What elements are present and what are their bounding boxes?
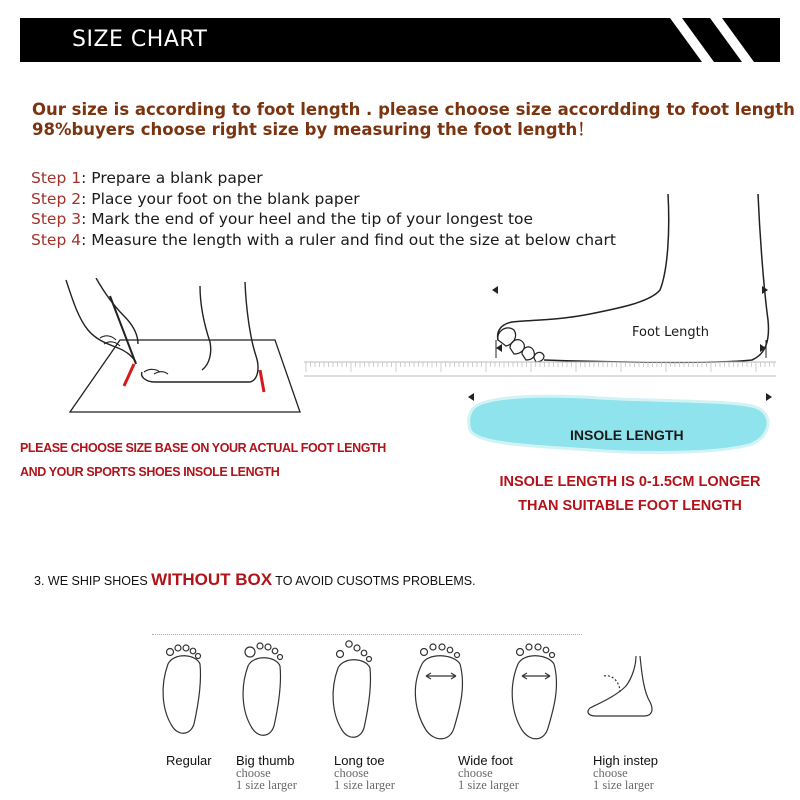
divider [152,634,582,635]
foot-type-name: High instep [593,753,659,768]
wide-foot-sketch [415,644,462,739]
foot-type-advice: 1 size larger [458,778,519,792]
shipping-suffix: TO AVOID CUSOTMS PROBLEMS. [272,574,476,588]
shipping-emphasis: WITHOUT BOX [151,570,273,589]
foot-length-label: Foot Length [632,325,709,340]
step-1 [31,168,616,189]
notice-right-line-2: THAN SUITABLE FOOT LENGTH [518,498,742,514]
long-toe-foot-sketch [333,641,371,737]
intro-text [32,100,795,140]
foot-type-high-instep [593,754,658,791]
notice-left-line-2: AND YOUR SPORTS SHOES INSOLE LENGTH [20,465,280,479]
foot-type-advice: 1 size larger [593,778,654,792]
insole-shape [469,396,768,452]
foot-on-paper-illustration [60,278,320,418]
intro-line-2: 98%buyers choose right size by measuring the foot length！ [32,120,594,139]
ruler [304,362,776,376]
foot-type-name: Long toe [334,753,385,768]
foot-type-advice: 1 size larger [236,778,297,792]
foot-type-long-toe [334,754,395,791]
high-instep-foot-sketch [588,656,652,716]
foot-type-choose: choose [334,766,369,780]
foot-type-regular [166,754,212,767]
step-label: Step 1 [31,169,82,187]
foot-type-advice: 1 size larger [334,778,395,792]
step-text: : Measure the length with a ruler and find out the size at below chart [81,230,616,249]
foot-type-choose: choose [593,766,628,780]
foot-type-choose: choose [458,766,493,780]
intro-line-1: Our size is according to foot length . please choose size accordding to foot length [32,100,795,119]
toe-shape [498,328,516,346]
shipping-prefix: 3. WE SHIP SHOES [34,574,152,588]
foot-type-big-thumb [236,754,297,791]
insole-length-label: INSOLE LENGTH [570,427,684,443]
notice-right-line-1: INSOLE LENGTH IS 0-1.5CM LONGER [499,474,761,490]
foot-type-wide-foot [458,754,519,791]
shipping-notice [34,570,476,590]
wide-foot-sketch-2 [512,644,556,739]
notice-left-line-1: PLEASE CHOOSE SIZE BASE ON YOUR ACTUAL FOOT LENGTH [20,441,386,455]
step-text: : Mark the end of your heel and the tip of your longest toe [81,210,534,228]
foot-type-name: Regular [166,753,212,768]
step-text: : Place your foot on the blank paper [81,189,360,208]
notice-right [470,470,790,518]
foot-type-choose: choose [236,766,271,780]
page-title: SIZE CHART [72,27,208,52]
regular-foot-sketch [163,645,200,733]
step-text: : Prepare a blank paper [81,169,263,187]
foot-type-name: Big thumb [236,753,295,768]
foot-type-name: Wide foot [458,753,513,768]
foot-types-illustration [150,636,670,746]
step-label: Step 3 [31,210,82,228]
big-thumb-foot-sketch [243,643,282,735]
step-label: Step 2 [31,189,82,208]
step-label: Step 4 [31,230,82,249]
